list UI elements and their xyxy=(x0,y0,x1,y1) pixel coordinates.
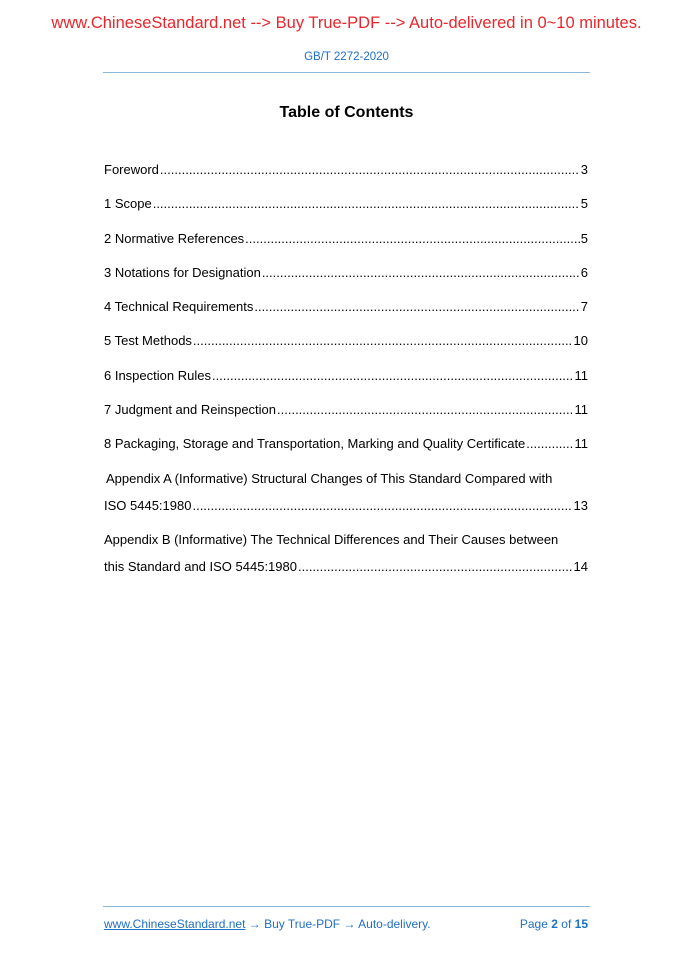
page-footer xyxy=(104,917,588,931)
arrow-icon: → xyxy=(340,917,359,931)
standard-code-header: GB/T 2272-2020 xyxy=(304,51,389,63)
toc-entry-page: 6 xyxy=(580,264,588,280)
toc-leader-dots xyxy=(262,263,580,283)
toc-entry-label: 1 Scope xyxy=(104,196,152,212)
current-page: 2 xyxy=(551,917,558,931)
toc-entry-page: 14 xyxy=(573,558,588,574)
toc-entry-label: Foreword xyxy=(104,162,159,177)
toc-leader-dots xyxy=(277,400,573,420)
toc-leader-dots xyxy=(193,331,573,351)
toc-entry-packaging[interactable] xyxy=(104,434,588,468)
toc-entry-page: 11 xyxy=(574,367,588,383)
toc-leader-dots xyxy=(298,557,573,577)
table-of-contents xyxy=(104,160,588,591)
toc-entry-label-line1: Appendix B (Informative) The Technical Differences and Their Causes between xyxy=(104,531,559,547)
footer-divider xyxy=(103,906,590,907)
promo-banner[interactable]: www.ChineseStandard.net --> Buy True-PDF --> Auto-delivered in 0~10 minutes. xyxy=(51,14,642,32)
toc-entry-page: 13 xyxy=(573,497,588,513)
toc-entry-page: 5 xyxy=(580,196,588,212)
footer-links xyxy=(104,917,431,931)
of-word: of xyxy=(561,917,572,931)
page-indicator xyxy=(520,917,588,931)
toc-leader-dots xyxy=(526,434,573,454)
page-title: Table of Contents xyxy=(279,104,414,121)
toc-leader-dots xyxy=(245,229,580,249)
toc-entry-page: 10 xyxy=(573,333,588,349)
toc-entry-label-line2: ISO 5445:1980 xyxy=(104,497,192,513)
header-divider xyxy=(103,72,590,73)
toc-entry-label: 2 Normative References xyxy=(104,230,245,246)
toc-entry-label: 7 Judgment and Reinspection xyxy=(104,402,277,418)
toc-entry-appendix-b[interactable] xyxy=(104,530,588,591)
arrow-icon: → xyxy=(245,917,265,931)
toc-entry-page: 7 xyxy=(580,299,588,315)
toc-entry-label-line2: this Standard and ISO 5445:1980 xyxy=(104,558,297,574)
total-pages: 15 xyxy=(574,917,588,931)
toc-entry-page: 11 xyxy=(574,402,588,418)
toc-entry-inspection-rules[interactable] xyxy=(104,366,588,400)
toc-leader-dots xyxy=(254,297,579,317)
toc-entry-label: 4 Technical Requirements xyxy=(104,299,254,315)
toc-entry-scope[interactable] xyxy=(104,194,588,228)
toc-entry-label: 3 Notations for Designation xyxy=(104,264,261,280)
toc-entry-page: 3 xyxy=(580,162,588,177)
toc-entry-label: 5 Test Methods xyxy=(104,333,192,349)
toc-entry-page: 5 xyxy=(580,230,588,246)
delivery-text: Auto-delivery. xyxy=(358,917,431,931)
buy-pdf-text: Buy True-PDF xyxy=(264,917,341,931)
toc-entry-label: 8 Packaging, Storage and Transportation, Marking and Quality Certificate xyxy=(104,436,526,452)
toc-entry-notations[interactable] xyxy=(104,263,588,297)
toc-entry-page: 11 xyxy=(574,436,588,452)
toc-leader-dots xyxy=(153,194,580,214)
toc-entry-technical-requirements[interactable] xyxy=(104,297,588,331)
toc-entry-foreword[interactable] xyxy=(104,160,588,194)
toc-entry-judgment[interactable] xyxy=(104,400,588,434)
toc-entry-appendix-a[interactable] xyxy=(104,469,588,530)
page-word: Page xyxy=(519,917,548,931)
toc-leader-dots xyxy=(212,366,574,386)
site-link[interactable]: www.ChineseStandard.net xyxy=(104,917,246,931)
toc-entry-test-methods[interactable] xyxy=(104,331,588,365)
toc-leader-dots xyxy=(192,496,572,516)
toc-entry-label: 6 Inspection Rules xyxy=(104,367,211,383)
toc-entry-normative-references[interactable] xyxy=(104,229,588,263)
toc-leader-dots xyxy=(160,160,580,180)
toc-entry-label-line1: Appendix A (Informative) Structural Changes of This Standard Compared with xyxy=(106,470,553,486)
